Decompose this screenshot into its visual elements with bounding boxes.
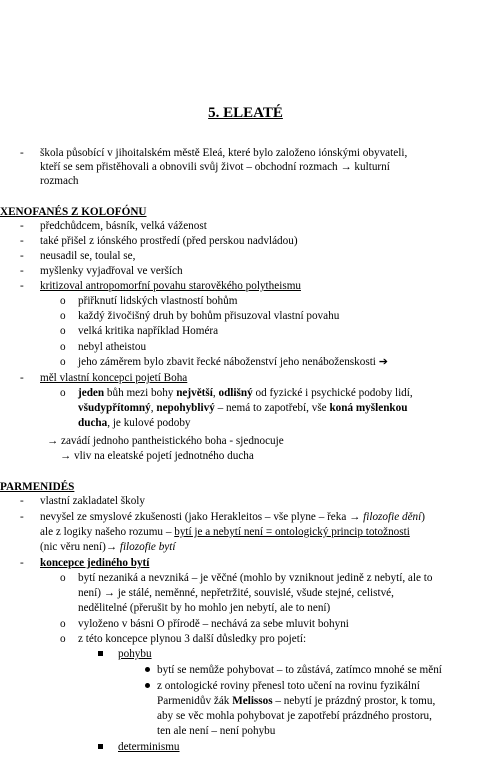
intro-line-1: škola působící v jihoitalském městě Eleá, které bylo založeno iónskými obyvateli,: [40, 147, 408, 159]
sub-list-item: bytí nezaniká a nevzniká – je věčné (mohlo by vzniknout jedině z nebytí, ale to: [78, 572, 433, 584]
god-line-3: [78, 416, 191, 430]
bullet-circle: o: [60, 618, 66, 630]
god-line-2: [78, 401, 407, 415]
text: – nemá to zapotřebí, vše: [214, 402, 330, 414]
sub-list-item: jeho záměrem bylo zbavit řecké náboženství jeho nenáboženskosti ➔: [78, 356, 389, 368]
page-title: 5. ELEATÉ: [208, 105, 283, 121]
bullet-circle: o: [60, 295, 66, 307]
god-line-1: [78, 386, 413, 400]
bullet-dash: -: [20, 511, 24, 523]
sub-list-item: z této koncepce plynou 3 další důsledky pro pojetí:: [78, 633, 307, 645]
text-bold: nepohyblivý: [156, 402, 215, 414]
list-item-cont: [40, 540, 175, 554]
bullet-dash: -: [20, 280, 24, 292]
text-bold: největší: [176, 387, 213, 399]
list-item: myšlenky vyjadřoval ve verších: [40, 265, 183, 277]
bullet-circle: o: [60, 387, 66, 399]
bullet-circle: o: [60, 325, 66, 337]
sub-list-item: nebyl atheistou: [78, 341, 147, 353]
text-underline: bytí je a nebytí není = ontologický princip totožnosti: [174, 526, 410, 538]
sub-list-item-cont: nedělitelné (přerušit by ho mohlo jen nebytí, ale to není): [78, 602, 331, 614]
text-bold: všudypřítomný: [78, 402, 151, 414]
section-heading-parmenides: PARMENIDÉS: [0, 481, 75, 493]
list-item: koncepce jediného bytí: [40, 557, 150, 569]
sub-sub-item: pohybu: [118, 648, 152, 660]
bullet-circle: o: [60, 310, 66, 322]
bullet-dash: -: [20, 495, 24, 507]
square-bullet-icon: [98, 744, 103, 749]
bullet-dash: -: [20, 265, 24, 277]
sub-list-item: přiřknutí lidských vlastností bohům: [78, 295, 238, 307]
list-item: neusadil se, toulal se,: [40, 250, 136, 262]
bullet-dash: -: [20, 372, 24, 384]
sub-list-item: vyloženo v básni O přírodě – nechává za sebe mluvit bohyni: [78, 618, 349, 630]
bullet-circle: o: [60, 356, 66, 368]
text: ): [421, 511, 425, 523]
text: nevyšel ze smyslové zkušenosti (jako Herakleitos – vše plyne – řeka →: [40, 511, 364, 523]
text: ale z logiky našeho rozumu –: [40, 526, 175, 538]
bullet-circle: o: [60, 633, 66, 645]
text: (nic věru není)→: [40, 541, 120, 553]
bullet-circle: o: [60, 341, 66, 353]
text-italic: filozofie bytí: [119, 541, 176, 553]
arrow-line: → zavádí jednoho pantheistického boha - sjednocuje: [47, 435, 284, 447]
text: bůh mezi bohy: [104, 387, 177, 399]
text-bold: Melissos: [232, 695, 273, 707]
sub-list-item: velká kritika například Homéra: [78, 325, 219, 337]
sub-list-item-cont: není) → je stálé, neměnné, nepřetržité, souvislé, všude stejné, celistvé,: [78, 587, 394, 599]
text-bold: odlišný: [218, 387, 253, 399]
text-bold: koná myšlenkou: [329, 402, 408, 414]
list-item: také přišel z iónského prostředí (před perskou nadvládou): [40, 235, 298, 247]
list-item: [40, 510, 425, 524]
sub-list-item: každý živočišný druh by bohům přisuzoval vlastní povahu: [78, 310, 340, 322]
detail-item: z ontologické roviny přenesl toto učení na rovinu fyzikální: [157, 680, 420, 692]
text-italic: filozofie dění: [363, 511, 422, 523]
bullet-dash: -: [20, 220, 24, 232]
text: , je kulové podoby: [107, 417, 191, 429]
round-bullet-icon: [145, 683, 150, 688]
detail-item: bytí se nemůže pohybovat – to zůstává, zatímco mnohé se mění: [157, 664, 442, 676]
bullet-dash: -: [20, 250, 24, 262]
text: od fyzické i psychické podoby lidí,: [252, 387, 413, 399]
detail-item-cont: aby se věc mohla pohybovat je zapotřebí prázdného prostoru,: [157, 710, 432, 722]
list-item-cont: [40, 525, 410, 539]
list-item: předchůdcem, básník, velká váženost: [40, 220, 207, 232]
bullet-dash: -: [20, 147, 24, 159]
bullet-circle: o: [60, 572, 66, 584]
text-bold: jeden: [78, 387, 105, 399]
list-item: vlastní zakladatel školy: [40, 495, 146, 507]
intro-line-2: kteří se sem přistěhovali a obnovili svůj život – obchodní rozmach → kulturní: [40, 161, 390, 173]
bullet-dash: -: [20, 235, 24, 247]
bullet-dash: -: [20, 557, 24, 569]
intro-line-3: rozmach: [40, 175, 79, 187]
list-item: kritizoval antropomorfní povahu starověkého polytheismu: [40, 280, 301, 292]
square-bullet-icon: [98, 651, 103, 656]
sub-sub-item: determinismu: [118, 741, 180, 753]
text: ,: [212, 387, 219, 399]
section-heading-xenofanes: XENOFANÉS Z KOLOFÓNU: [0, 206, 147, 218]
round-bullet-icon: [145, 667, 150, 672]
text: – nebytí je prázdný prostor, k tomu,: [272, 695, 436, 707]
text: Parmenidův žák: [157, 695, 233, 707]
detail-item-cont: [157, 694, 435, 708]
detail-item-cont: ten ale není – není pohybu: [157, 725, 276, 737]
text: ,: [150, 402, 157, 414]
list-item: měl vlastní koncepci pojetí Boha: [40, 372, 188, 384]
arrow-line: → vliv na eleatské pojetí jednotného ducha: [60, 450, 254, 462]
text-bold: ducha: [78, 417, 108, 429]
